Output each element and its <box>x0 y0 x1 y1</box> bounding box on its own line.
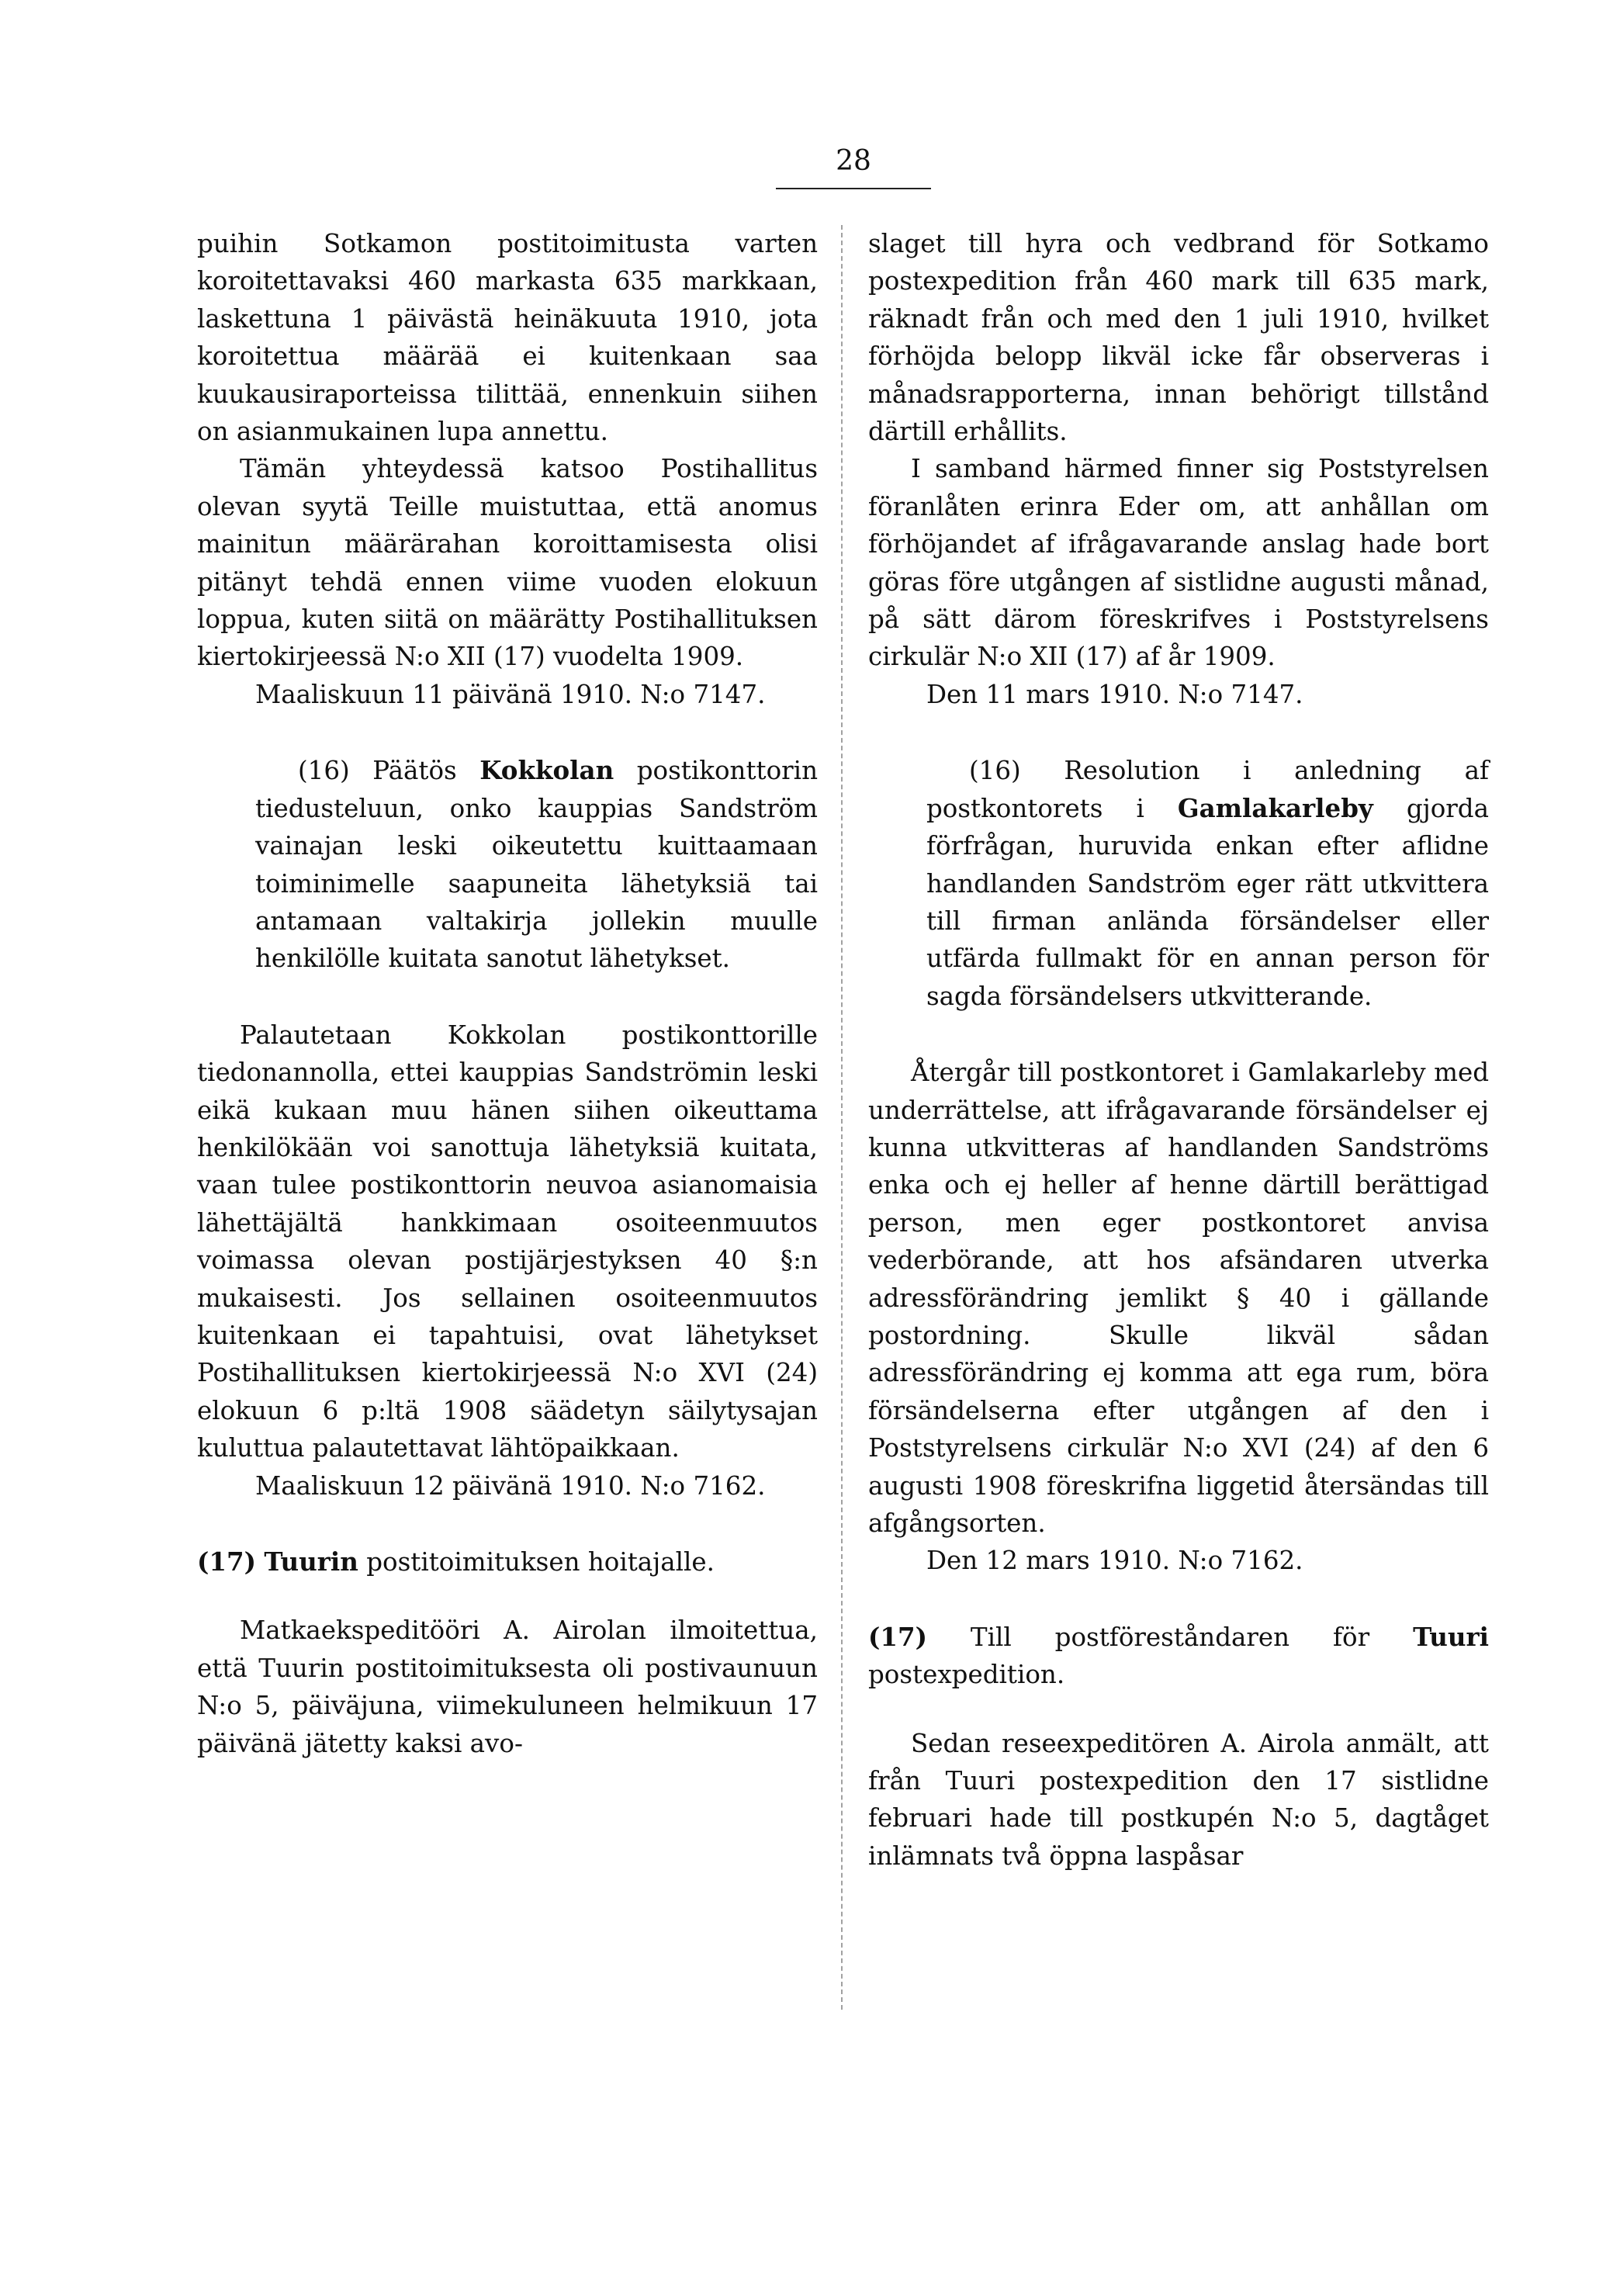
section-number: (17) <box>197 1546 256 1577</box>
section-17-heading <box>868 1619 1489 1694</box>
page-number: 28 <box>836 145 871 177</box>
swedish-column <box>868 225 1489 1875</box>
section-17-body: Matkaekspeditööri A. Airolan ilmoitettua, että Tuurin postitoimituksesta oli postivaunuun N:o 5, päiväjuna, viimekuluneen helmikuun 17 päivänä jätetty kaksi avo- <box>197 1616 818 1758</box>
section-number: (17) <box>868 1621 927 1652</box>
date-line: Maaliskuun 11 päivänä 1910. N:o 7147. <box>255 679 766 709</box>
heading-text: Till postföreståndaren för <box>970 1622 1370 1652</box>
finnish-column <box>197 225 818 1762</box>
date-line: Den 12 mars 1910. N:o 7162. <box>926 1546 1303 1576</box>
date-line: Maaliskuun 12 päivänä 1910. N:o 7162. <box>255 1470 766 1501</box>
section-number: (16) <box>969 756 1021 786</box>
heading-text: Resolution i anledning af postkontorets i <box>926 756 1489 823</box>
place-name: Gamlakarleby <box>1177 792 1373 823</box>
date-line: Den 11 mars 1910. N:o 7147. <box>926 679 1303 709</box>
section-16-heading <box>197 752 818 977</box>
reminder-paragraph: Tämän yhteydessä katsoo Postihallitus olevan syytä Teille muistuttaa, että anomus mainitun määrärahan koroittamisesta olisi pitänyt tehdä ennen viime vuoden elokuun loppua, kuten siitä on määrätty Postihallituksen kiertokirjeessä N:o XII (17) vuodelta 1909. <box>197 454 818 672</box>
heading-text: postikonttorin tiedusteluun, onko kauppias Sandström vainajan leski oikeutettu kuittaamaan toiminimelle saapuneita lähetyksiä tai antamaan valtakirja jollekin muulle henkilölle kuitata sanotut lähetykset. <box>255 756 818 974</box>
heading-text: Päätös <box>372 756 457 786</box>
heading-text: postexpedition. <box>868 1660 1065 1690</box>
page-number-rule <box>776 188 931 189</box>
heading-text: gjorda förfrågan, huruvida enkan efter aflidne handlanden Sandström eger rätt utkvittera till firman anlända försändelser eller utfärda fullmakt för en annan person för sagda försändelsers utkvitterande. <box>926 793 1489 1011</box>
section-16-body: Palautetaan Kokkolan postikonttorille tiedonannolla, ettei kauppias Sandströmin leski eikä kukaan muu hänen siihen oikeuttama henkilökään voi sanottuja lähetyksiä kuitata, vaan tulee postikonttorin neuvoa asianomaisia lähettäjältä hankkimaan osoiteenmuutos voimassa olevan postijärjestyksen 40 §:n mukaisesti. Jos sellainen osoiteenmuutos kuitenkaan ei tapahtuisi, ovat lähetykset Postihallituksen kiertokirjeessä N:o XVI (24) elokuun 6 p:ltä 1908 säädetyn säilytysajan kuluttua palautettavat lähtöpaikkaan. <box>197 1020 818 1463</box>
heading-text: postitoimituksen hoitajalle. <box>366 1547 715 1577</box>
reminder-paragraph: I samband härmed finner sig Poststyrelsen föranlåten erinra Eder om, att anhållan om förhöjandet af ifrågavarande anslag hade bort göras före utgången af sistlidne augusti månad, på sätt därom föreskrifves i Poststyrelsens cirkulär N:o XII (17) af år 1909. <box>868 454 1489 672</box>
section-number: (16) <box>298 756 350 786</box>
column-divider <box>841 225 843 2010</box>
place-name: Kokkolan <box>479 755 614 786</box>
continuation-paragraph: slaget till hyra och vedbrand för Sotkamo postexpedition från 460 mark till 635 mark, räknadt från och med den 1 juli 1910, hvilket förhöjda belopp likväl icke får observeras i månadsrapporterna, innan behörigt tillstånd därtill erhållits. <box>868 229 1489 447</box>
section-17-body: Sedan reseexpeditören A. Airola anmält, att från Tuuri postexpedition den 17 sistlidne februari hade till postkupén N:o 5, dagtåget inlämnats två öppna laspåsar <box>868 1728 1489 1871</box>
place-name: Tuurin <box>264 1546 358 1577</box>
place-name: Tuuri <box>1413 1621 1489 1652</box>
section-17-heading <box>197 1543 818 1581</box>
continuation-paragraph: puihin Sotkamon postitoimitusta varten koroitettavaksi 460 markasta 635 markkaan, laskettuna 1 päivästä heinäkuuta 1910, jota koroitettua määrää ei kuitenkaan saa kuukausiraporteissa tilittää, ennenkuin siihen on asianmukainen lupa annettu. <box>197 229 818 447</box>
section-16-body: Återgår till postkontoret i Gamlakarleby med underrättelse, att ifrågavarande försändelser ej kunna utkvitteras af handlanden Sandströms enka och ej heller af henne därtill berättigad person, men eger postkontoret anvisa vederbörande, att hos afsändaren utverka adressförändring jemlikt § 40 i gällande postordning. Skulle likväl sådan adressförändring ej komma att ega rum, böra försändelserna efter utgången af den i Poststyrelsens cirkulär N:o XVI (24) af den 6 augusti 1908 föreskrifna liggetid återsändas till afgångsorten. <box>868 1058 1489 1538</box>
section-16-heading <box>868 752 1489 1015</box>
